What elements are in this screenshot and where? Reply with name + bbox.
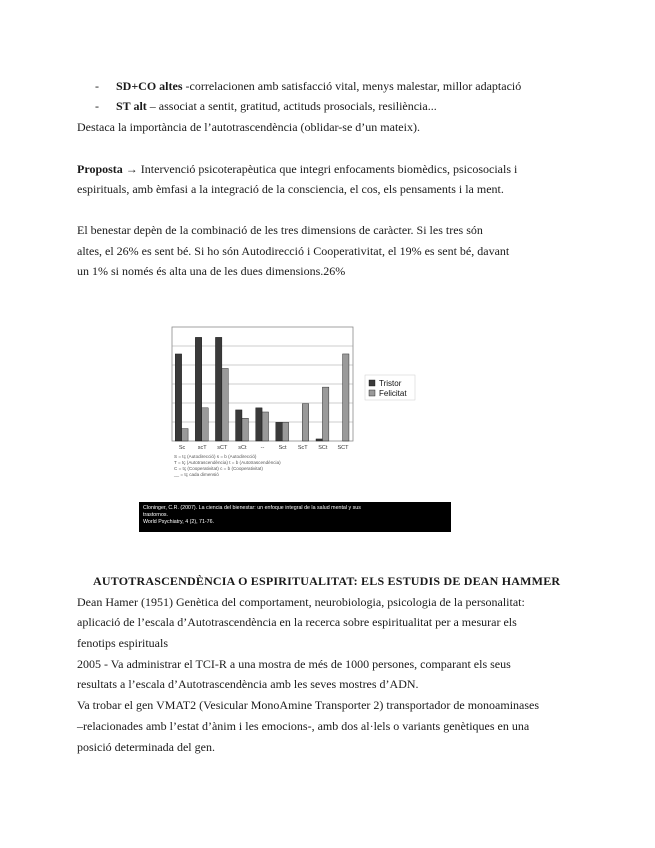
- legend-swatch: [369, 380, 375, 386]
- x-tick-label: SCt: [318, 445, 328, 451]
- chart-source-caption: [139, 502, 451, 532]
- body-line: Va trobar el gen VMAT2 (Vesicular MonoAmine Transporter 2) transportador de monoaminases: [77, 698, 540, 712]
- chart-footnote: C = tç (Cooperativitat) c = b (Cooperativitat): [174, 466, 263, 471]
- proposal-paragraph: [77, 161, 517, 177]
- chart-footnote: S = tç (Autodirecció) s = b (Autodirecció): [174, 454, 257, 459]
- x-tick-label: scT: [197, 445, 207, 451]
- bar-felicitat: [343, 354, 349, 441]
- bullet-strong: SD+CO altes: [116, 79, 183, 93]
- bullet-item: [116, 78, 521, 94]
- body-line: –relacionades amb l’estat d’ànim i les emocions-, amb dos al·lels o variants genètiques en una: [77, 719, 530, 733]
- source-line: World Psychiatry, 4 (2), 71-76.: [143, 519, 215, 525]
- bar-tristor: [256, 408, 262, 441]
- source-line: Cloninger, C.R. (2007). La ciencia del bienestar: un enfoque integral de la salud mental y sus: [143, 505, 361, 511]
- bar-felicitat: [202, 408, 208, 441]
- body-line: aplicació de l’escala d’Autotrascendència en la recerca sobre espiritualitat per a mesurar els: [77, 615, 517, 629]
- proposal-text: espirituals, amb èmfasi a la integració de la consciencia, el cos, els pensaments i la ment.: [77, 182, 504, 196]
- bar-felicitat: [242, 418, 248, 441]
- x-tick-label: sCT: [217, 445, 228, 451]
- body-line: resultats a l’escala d’Autotrascendència amb les seves mostres d’ADN.: [77, 677, 419, 691]
- x-tick-label: sCt: [238, 445, 247, 451]
- proposal-label: Proposta: [77, 162, 123, 176]
- bullet-text: -correlacionen amb satisfacció vital, menys malestar, millor adaptació: [182, 79, 522, 93]
- section-heading: AUTOTRASCENDÈNCIA O ESPIRITUALITAT: ELS ESTUDIS DE DEAN HAMMER: [93, 574, 561, 588]
- body-line: Dean Hamer (1951) Genètica del comportament, neurobiologia, psicologia de la personalitat:: [77, 595, 525, 609]
- body-line: posició determinada del gen.: [77, 740, 215, 754]
- proposal-text: Intervenció psicoterapèutica que integri enfocaments biomèdics, psicosocials i: [137, 162, 518, 176]
- bar-tristor: [236, 410, 242, 441]
- highlight-line: Destaca la importància de l’autotrascendència (oblidar-se d’un mateix).: [77, 120, 420, 134]
- bar-tristor: [276, 422, 282, 441]
- chart-footnote: T = tç (Autotrascendència) t = b (Autotrascendència): [174, 460, 281, 465]
- bullet-strong: ST alt: [116, 99, 147, 113]
- x-tick-label: SCT: [337, 445, 349, 451]
- bar-tristor: [175, 354, 181, 441]
- source-line: trastornos.: [143, 512, 169, 518]
- wellbeing-line: un 1% si només és alta una de les dues dimensions.26%: [77, 264, 346, 278]
- legend-label: Felicitat: [379, 389, 407, 398]
- bullet-text: – associat a sentit, gratitud, actituds prosocials, resiliència...: [146, 99, 437, 113]
- bar-tristor: [215, 337, 221, 441]
- bar-felicitat: [182, 429, 188, 441]
- bar-felicitat: [302, 404, 308, 441]
- bar-tristor: [195, 337, 201, 441]
- bar-felicitat: [322, 387, 328, 441]
- wellbeing-line: El benestar depèn de la combinació de les tres dimensions de caràcter. Si les tres són: [77, 223, 483, 237]
- bar-felicitat: [262, 412, 268, 441]
- bullet-dash: -: [95, 79, 99, 93]
- chart-footnote: __ = tç cada dimensió: [174, 472, 219, 477]
- chart-figure: [139, 318, 451, 532]
- legend-swatch: [369, 390, 375, 396]
- x-tick-label: ScT: [297, 445, 308, 451]
- bar-felicitat: [222, 368, 228, 441]
- bar-felicitat: [282, 422, 288, 441]
- wellbeing-line: altes, el 26% es sent bé. Si ho són Autodirecció i Cooperativitat, el 19% es sent bé, davant: [77, 244, 510, 258]
- bullet-item: [116, 98, 437, 114]
- x-tick-label: --: [260, 445, 265, 451]
- body-line: fenotips espirituals: [77, 636, 168, 650]
- x-tick-label: Sc: [178, 445, 186, 451]
- body-line: 2005 - Va administrar el TCI-R a una mostra de més de 1000 persones, comparant els seus: [77, 657, 511, 671]
- arrow-icon: →: [125, 162, 138, 176]
- bar-tristor: [316, 439, 322, 441]
- legend-label: Tristor: [379, 379, 402, 388]
- x-tick-label: Sct: [278, 445, 287, 451]
- bullet-dash: -: [95, 99, 99, 113]
